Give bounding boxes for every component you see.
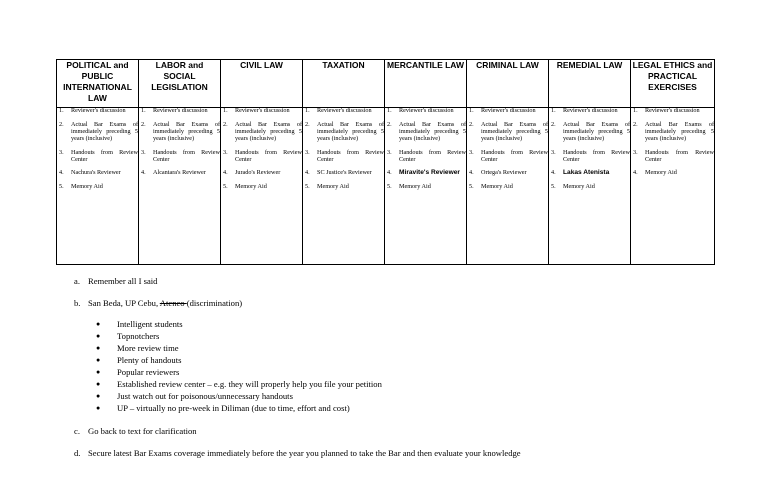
note-letter: c.	[74, 426, 80, 436]
material-item	[221, 150, 302, 164]
note-b-part2: (discrimination)	[186, 298, 243, 308]
item-text: Handouts from Review Center	[399, 148, 466, 163]
bullet-icon: ●	[96, 320, 101, 328]
column-cell	[57, 108, 139, 265]
item-number: 3.	[387, 148, 392, 156]
item-text: Handouts from Review Center	[481, 148, 548, 163]
item-text: Handouts from Review Center	[153, 148, 220, 163]
bullet-item	[96, 402, 521, 414]
item-text: Handouts from Review Center	[71, 148, 138, 163]
material-list	[139, 108, 220, 177]
item-number: 4.	[633, 169, 638, 177]
item-number: 3.	[141, 148, 146, 156]
item-text: Memory Aid	[481, 183, 513, 191]
material-item	[549, 184, 630, 191]
struck-text: Ateneo	[159, 298, 187, 308]
note-d	[74, 448, 521, 459]
bullet-text: Topnotchers	[117, 331, 160, 341]
item-number: 5.	[305, 183, 310, 191]
item-text: Reviewer's discussion	[481, 107, 536, 114]
material-item	[385, 150, 466, 164]
item-number: 5.	[551, 183, 556, 191]
column-cell	[139, 108, 221, 265]
item-number: 4.	[305, 169, 310, 177]
material-list	[57, 108, 138, 191]
item-text: Memory Aid	[399, 183, 431, 191]
bullet-icon: ●	[96, 380, 101, 388]
item-text: Reviewer's discussion	[153, 107, 208, 114]
item-number: 1.	[223, 107, 228, 114]
bullet-text: Popular reviewers	[117, 367, 180, 377]
material-item	[57, 184, 138, 191]
bullet-item	[96, 342, 521, 354]
bullet-text: Just watch out for poisonous/unnecessary handouts	[117, 391, 293, 401]
note-text	[88, 298, 242, 309]
bullet-item	[96, 354, 521, 366]
item-number: 1.	[551, 107, 556, 114]
note-b-part1: San Beda, UP Cebu,	[88, 298, 160, 308]
item-text: Reviewer's discussion	[71, 107, 126, 114]
note-letter: d.	[74, 448, 81, 458]
bullet-text: More review time	[117, 343, 179, 353]
item-text: Memory Aid	[71, 183, 103, 191]
body-row	[57, 108, 715, 265]
item-text: Actual Bar Exams of immediately preceding 5 years (inclusive)	[153, 120, 220, 142]
material-item	[549, 170, 630, 177]
item-number: 2.	[59, 120, 64, 128]
note-a	[74, 276, 521, 287]
item-number: 2.	[469, 120, 474, 128]
material-item	[303, 108, 384, 115]
note-b	[74, 298, 521, 309]
item-text: Actual Bar Exams of immediately preceding 5 years (inclusive)	[235, 120, 302, 142]
material-item	[631, 122, 714, 143]
item-number: 3.	[551, 148, 556, 156]
column-header: LABOR and SOCIAL LEGISLATION	[139, 60, 221, 108]
column-header: TAXATION	[303, 60, 385, 108]
material-item	[549, 150, 630, 164]
item-number: 4.	[551, 169, 556, 177]
material-item	[549, 108, 630, 115]
material-list	[631, 108, 714, 177]
item-text: Lakas Atenista	[563, 169, 610, 177]
bullet-text: Intelligent students	[117, 319, 183, 329]
column-cell	[549, 108, 631, 265]
item-number: 4.	[469, 169, 474, 177]
column-cell	[303, 108, 385, 265]
bullet-item	[96, 366, 521, 378]
column-cell	[467, 108, 549, 265]
item-text: Handouts from Review Center	[645, 148, 714, 163]
material-item	[303, 150, 384, 164]
note-text: Remember all I said	[88, 276, 158, 286]
note-letter: b.	[74, 298, 81, 308]
material-item	[303, 184, 384, 191]
material-item	[549, 122, 630, 143]
material-item	[221, 122, 302, 143]
bullet-icon: ●	[96, 344, 101, 352]
notes-section	[74, 276, 521, 470]
item-text: Handouts from Review Center	[317, 148, 384, 163]
material-item	[221, 108, 302, 115]
column-header: REMEDIAL LAW	[549, 60, 631, 108]
item-number: 1.	[387, 107, 392, 114]
bullet-text: Established review center – e.g. they will properly help you file your petition	[117, 379, 382, 389]
item-text: Reviewer's discussion	[317, 107, 372, 114]
column-header: CRIMINAL LAW	[467, 60, 549, 108]
item-number: 3.	[633, 148, 638, 156]
item-text: Memory Aid	[235, 183, 267, 191]
material-item	[303, 122, 384, 143]
item-text: Memory Aid	[317, 183, 349, 191]
column-cell	[221, 108, 303, 265]
material-item	[631, 150, 714, 164]
item-number: 1.	[59, 107, 64, 114]
material-item	[467, 184, 548, 191]
item-number: 2.	[305, 120, 310, 128]
item-number: 3.	[469, 148, 474, 156]
material-item	[139, 150, 220, 164]
note-text: Secure latest Bar Exams coverage immediately before the year you planned to take the Bar and then evaluate your knowledge	[88, 448, 521, 458]
item-number: 1.	[469, 107, 474, 114]
material-item	[221, 170, 302, 177]
item-number: 2.	[551, 120, 556, 128]
bullet-icon: ●	[96, 368, 101, 376]
material-item	[385, 170, 466, 177]
column-header: POLITICAL and PUBLIC INTERNATIONAL LAW	[57, 60, 139, 108]
item-text: Jurado's Reviewer	[235, 169, 281, 177]
material-list	[303, 108, 384, 191]
study-materials-table	[56, 59, 715, 265]
bullet-icon: ●	[96, 404, 101, 412]
item-number: 1.	[633, 107, 638, 114]
item-number: 1.	[141, 107, 146, 114]
note-text: Go back to text for clarification	[88, 426, 197, 436]
material-item	[385, 184, 466, 191]
bullet-icon: ●	[96, 356, 101, 364]
item-text: Handouts from Review Center	[563, 148, 630, 163]
item-number: 2.	[223, 120, 228, 128]
material-item	[385, 108, 466, 115]
material-item	[221, 184, 302, 191]
material-item	[631, 108, 714, 115]
bullet-text: UP – virtually no pre-week in Diliman (due to time, effort and cost)	[117, 403, 350, 413]
material-item	[631, 170, 714, 177]
column-header: MERCANTILE LAW	[385, 60, 467, 108]
item-text: Memory Aid	[645, 169, 677, 177]
material-item	[57, 122, 138, 143]
item-text: Actual Bar Exams of immediately preceding 5 years (inclusive)	[645, 120, 714, 142]
item-number: 5.	[59, 183, 64, 191]
item-text: Memory Aid	[563, 183, 595, 191]
item-number: 5.	[387, 183, 392, 191]
item-text: Actual Bar Exams of immediately preceding 5 years (inclusive)	[563, 120, 630, 142]
item-number: 4.	[141, 169, 146, 177]
material-item	[467, 108, 548, 115]
material-item	[139, 170, 220, 177]
material-item	[467, 170, 548, 177]
item-number: 4.	[59, 169, 64, 177]
bullet-icon: ●	[96, 392, 101, 400]
item-number: 4.	[387, 169, 392, 177]
item-text: Nachura's Reviewer	[71, 169, 121, 177]
item-text: SC Justice's Reviewer	[317, 169, 372, 177]
item-number: 5.	[469, 183, 474, 191]
material-list	[221, 108, 302, 191]
item-text: Actual Bar Exams of immediately preceding 5 years (inclusive)	[317, 120, 384, 142]
item-text: Reviewer's discussion	[235, 107, 290, 114]
item-number: 5.	[223, 183, 228, 191]
item-text: Reviewer's discussion	[645, 107, 700, 114]
item-text: Actual Bar Exams of immediately preceding 5 years (inclusive)	[71, 120, 138, 142]
item-number: 3.	[59, 148, 64, 156]
item-number: 2.	[633, 120, 638, 128]
bullet-item	[96, 318, 521, 330]
material-item	[139, 108, 220, 115]
item-text: Handouts from Review Center	[235, 148, 302, 163]
column-header: LEGAL ETHICS and PRACTICAL EXERCISES	[631, 60, 715, 108]
bullet-icon: ●	[96, 332, 101, 340]
material-item	[303, 170, 384, 177]
bullet-item	[96, 330, 521, 342]
material-item	[467, 122, 548, 143]
item-text: Miravite's Reviewer	[399, 169, 460, 177]
material-item	[467, 150, 548, 164]
header-row	[57, 60, 715, 108]
bullet-text: Plenty of handouts	[117, 355, 182, 365]
item-number: 4.	[223, 169, 228, 177]
column-cell	[631, 108, 715, 265]
item-text: Reviewer's discussion	[563, 107, 618, 114]
column-cell	[385, 108, 467, 265]
material-list	[549, 108, 630, 191]
item-text: Actual Bar Exams of immediately preceding 5 years (inclusive)	[481, 120, 548, 142]
note-c	[74, 426, 521, 437]
item-number: 3.	[223, 148, 228, 156]
material-list	[385, 108, 466, 191]
item-number: 2.	[141, 120, 146, 128]
item-number: 3.	[305, 148, 310, 156]
bullet-list	[96, 318, 521, 414]
item-number: 2.	[387, 120, 392, 128]
item-text: Actual Bar Exams of immediately preceding 5 years (inclusive)	[399, 120, 466, 142]
material-item	[385, 122, 466, 143]
column-header: CIVIL LAW	[221, 60, 303, 108]
item-text: Ortega's Reviewer	[481, 169, 527, 177]
bullet-item	[96, 378, 521, 390]
item-number: 1.	[305, 107, 310, 114]
item-text: Reviewer's discussion	[399, 107, 454, 114]
material-item	[57, 170, 138, 177]
bullet-item	[96, 390, 521, 402]
material-item	[57, 108, 138, 115]
material-list	[467, 108, 548, 191]
material-item	[139, 122, 220, 143]
item-text: Alcantara's Reviewer	[153, 169, 206, 177]
material-item	[57, 150, 138, 164]
note-letter: a.	[74, 276, 80, 286]
